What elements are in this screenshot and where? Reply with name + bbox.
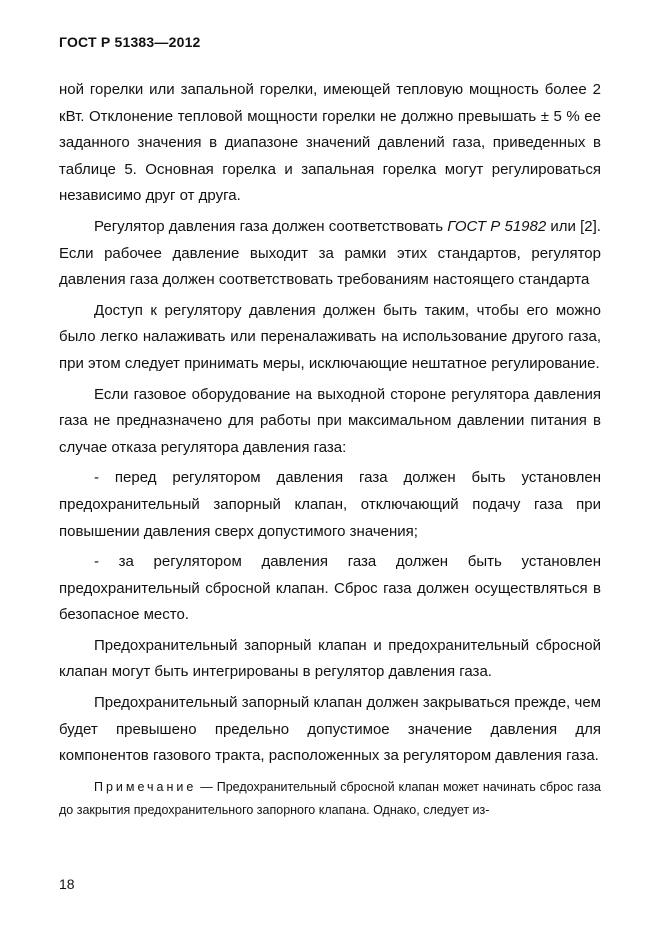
note-text: — Предохранительный сбросной клапан может начинать сброс газа до закрытия предохранительного запорного клапана. Однако, следует из- <box>59 779 601 817</box>
paragraph-text: Регулятор давления газа должен соответствовать <box>94 217 448 235</box>
paragraph-text: или [2]. Если рабочее давление выходит за рамки этих стандартов, регулятор давления газа должен соответствовать требованиям настоящего стандарта <box>59 217 601 289</box>
paragraph-regulator-access: Доступ к регулятору давления должен быть таким, чтобы его можно было легко налаживать или переналаживать на использование другого газа, при этом следует принимать меры, исключающие нештатное регулирование. <box>59 301 601 372</box>
standard-reference: ГОСТ Р 51982 <box>447 217 547 235</box>
paragraph-burner-power: ной горелки или запальной горелки, имеющей тепловую мощность более 2 кВт. Отклонение тепловой мощности горелки не должно превышать ± 5 % ее заданного значения в диапазоне значений давлений газа, приведенных в таблице 5. Основная горелка и запальная горелка могут регулироваться независимо друг от друга. <box>59 81 601 205</box>
document-body <box>59 77 601 822</box>
list-item-shutoff-valve: - перед регулятором давления газа должен быть установлен предохранительный запорный клапан, отключающий подачу газа при повышении давления сверх допустимого значения; <box>59 469 601 540</box>
note-paragraph <box>59 776 601 822</box>
paragraph-pressure-regulator <box>59 214 601 294</box>
page-number: 18 <box>59 876 75 892</box>
paragraph-valve-closing: Предохранительный запорный клапан должен закрываться прежде, чем будет превышено предельно допустимое значение давления для компонентов газового тракта, расположенных за регулятором давления газа. <box>59 694 601 765</box>
list-item-relief-valve: - за регулятором давления газа должен быть установлен предохранительный сбросной клапан. Сброс газа должен осуществляться в безопасное место. <box>59 553 601 624</box>
document-header: ГОСТ Р 51383—2012 <box>59 34 201 50</box>
paragraph-valve-integration: Предохранительный запорный клапан и предохранительный сбросной клапан могут быть интегрированы в регулятор давления газа. <box>59 636 601 681</box>
paragraph-outlet-side: Если газовое оборудование на выходной стороне регулятора давления газа не предназначено для работы при максимальном давлении питания в случае отказа регулятора давления газа: <box>59 385 601 456</box>
note-label: Примечание <box>94 779 197 794</box>
